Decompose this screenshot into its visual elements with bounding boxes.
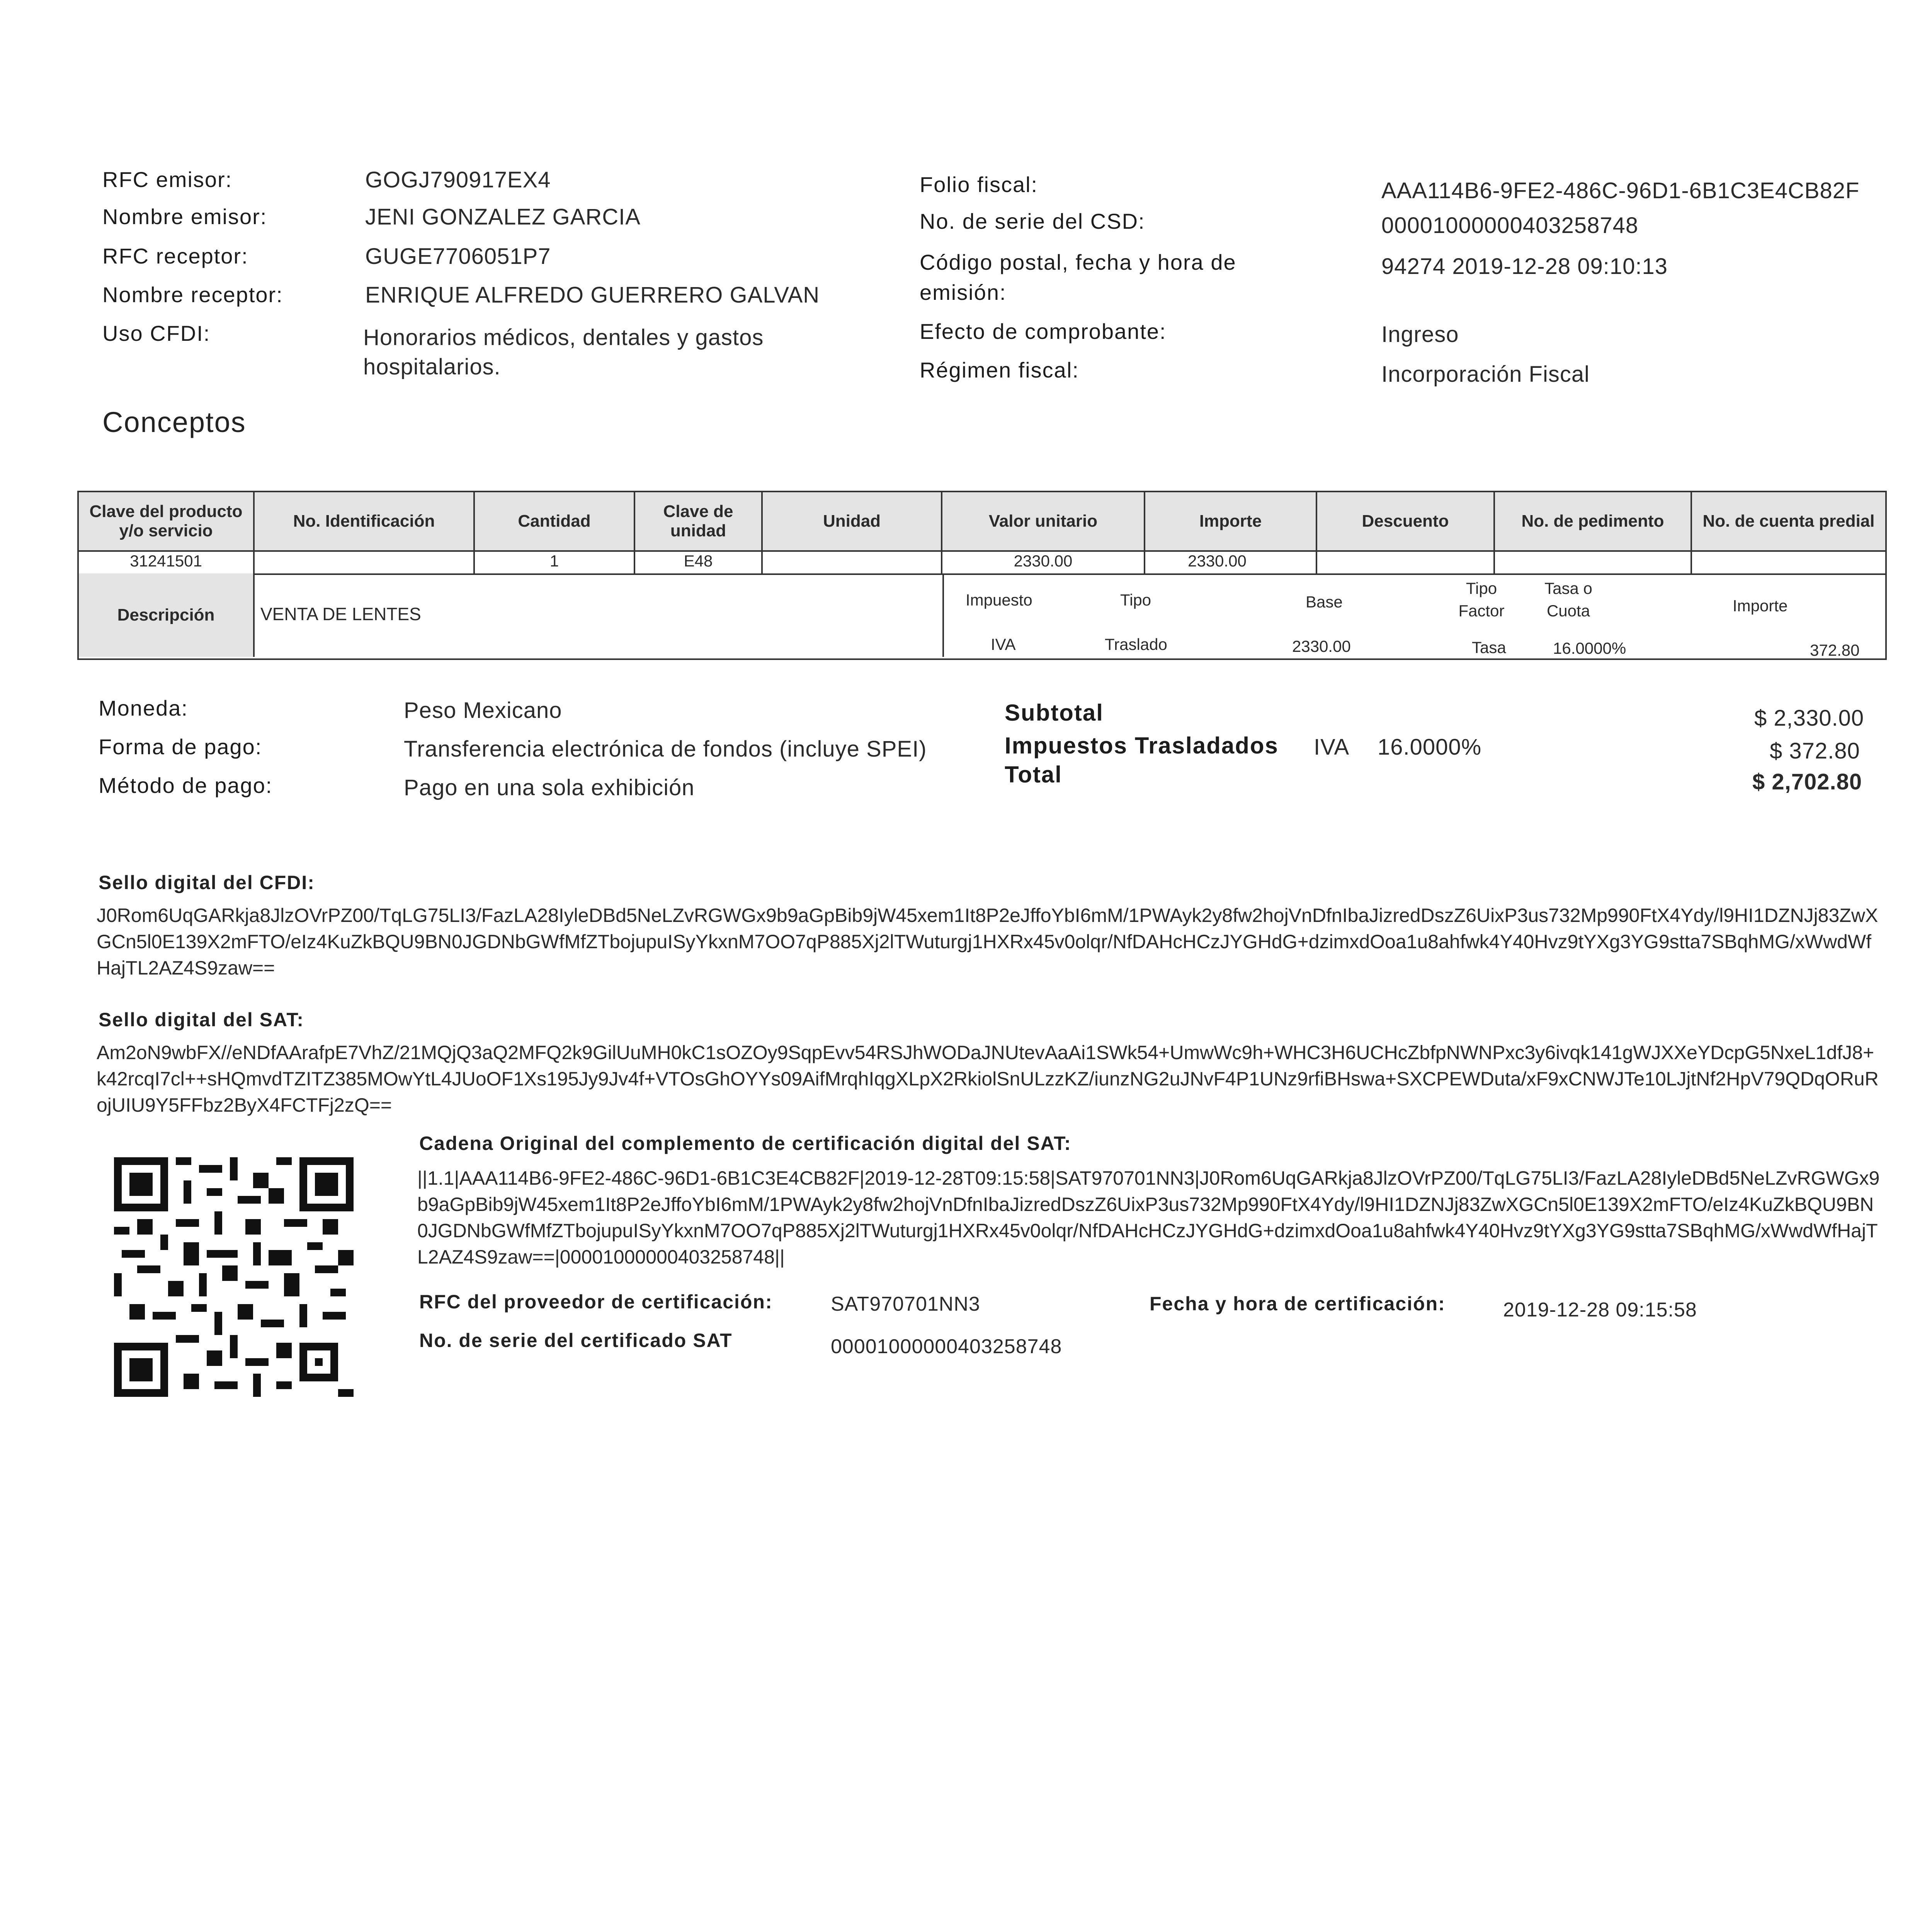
tax-td-base: 2330.00	[1292, 637, 1351, 655]
tax-td-tipo: Traslado	[1105, 635, 1167, 653]
serie-certificado-value: 00001000000403258748	[831, 1335, 1062, 1358]
serie-csd-value: 00001000000403258748	[1381, 213, 1639, 238]
forma-pago-value: Transferencia electrónica de fondos (incluye SPEI)	[404, 736, 927, 762]
nombre-receptor-label: Nombre receptor:	[102, 282, 283, 307]
th-importe: Importe	[1145, 492, 1317, 550]
sello-cfdi-text: J0Rom6UqGARkja8JlzOVrPZ00/TqLG75LI3/FazLA28IyleDBd5NeLZvRGWGx9b9aGpBib9jW45xem1It8P2eJffoYbI6mM/1PWAyk2y8fw2hojVnDfnIbaJizredDszZ6UixP3us732Mp990FtX4Ydy/l9HI1DZNJj83ZwXGCn5l0E139X2mFTO/eIz4KuZkBQU9BN0JGDNbGWfMfZTbojupuISyYkxnM7OO7qP885Xj2lTWuturgj1HXRx45v0olqr/NfDAHcHCzJYGHdG+dzimxdOoa1u8ahfwk4Y40Hvz9tYXg3YG9stta7SBqhMG/xWwdWfHajTL2AZ4S9zaw==	[97, 905, 1878, 979]
tax-td-tasa-cuota: 16.0000%	[1553, 639, 1626, 657]
subtotal-label: Subtotal	[1005, 700, 1104, 726]
rfc-receptor-label: RFC receptor:	[102, 244, 248, 268]
td-descuento	[1317, 550, 1495, 573]
descripcion-value: VENTA DE LENTES	[260, 604, 421, 624]
regimen-label: Régimen fiscal:	[920, 358, 1079, 382]
td-no-identificacion	[255, 550, 475, 573]
td-importe: 2330.00	[1145, 550, 1317, 573]
descripcion-row	[79, 573, 1885, 657]
tax-th-importe: Importe	[1733, 597, 1788, 615]
total-value: $ 2,702.80	[1752, 769, 1862, 794]
th-cantidad: Cantidad	[475, 492, 635, 550]
rfc-emisor-label: RFC emisor:	[102, 167, 233, 192]
metodo-pago-label: Método de pago:	[99, 773, 273, 798]
impuestos-tipo: IVA	[1314, 735, 1350, 760]
th-no-cuenta-predial: No. de cuenta predial	[1692, 492, 1885, 550]
uso-cfdi-value: Honorarios médicos, dentales y gastos hospitalarios.	[363, 325, 764, 379]
th-clave-producto: Clave del producto y/o servicio	[79, 492, 255, 550]
th-valor-unitario: Valor unitario	[942, 492, 1145, 550]
fecha-certificacion-value: 2019-12-28 09:15:58	[1503, 1299, 1697, 1321]
td-clave-producto: 31241501	[79, 550, 255, 573]
conceptos-title: Conceptos	[102, 406, 246, 438]
rfc-proveedor-value: SAT970701NN3	[831, 1293, 980, 1315]
sello-sat-text: Am2oN9wbFX//eNDfAArafpE7VhZ/21MQjQ3aQ2MFQ2k9GilUuMH0kC1sOZOy9SqpEvv54RSJhWODaJNUtevAaAi1SWk54+UmwWc9h+WHC3H6UCHcZbfpNWNPxc3y6ivqk141gWJXXeYDcpG5NxeL1dfJ8+k42rcqI7cl++sHQmvdTZITZ385MOwYtL4JUoOF1Xs195Jy9Jv4f+VTOsGhOYYs09AifMrqhIqgXLpX2RkiolSnULzzKZ/iunzNG2uJNvF4P1UNz9rfiBHswa+SXCPEWDuta/xF9xCNWJTe10LJjtNf2HpV79QDqORuRojUIU9Y5FFbz2ByX4FCTFj2zQ==	[97, 1042, 1879, 1116]
nombre-receptor-value: ENRIQUE ALFREDO GUERRERO GALVAN	[365, 282, 820, 308]
td-unidad	[763, 550, 942, 573]
subtotal-value: $ 2,330.00	[1754, 706, 1864, 731]
impuestos-label: Impuestos Trasladados	[1005, 733, 1279, 759]
folio-fiscal-label: Folio fiscal:	[920, 172, 1038, 197]
serie-csd-label: No. de serie del CSD:	[920, 209, 1145, 233]
conceptos-header-row	[79, 492, 1885, 552]
metodo-pago-value: Pago en una sola exhibición	[404, 775, 695, 800]
moneda-value: Peso Mexicano	[404, 698, 562, 723]
descripcion-label: Descripción	[79, 573, 255, 657]
th-unidad: Unidad	[763, 492, 942, 550]
forma-pago-label: Forma de pago:	[99, 735, 262, 759]
tax-td-tipo-factor: Tasa	[1472, 638, 1506, 656]
efecto-label: Efecto de comprobante:	[920, 319, 1167, 344]
tax-th-tipo: Tipo	[1120, 591, 1151, 609]
qr-code	[114, 1157, 354, 1397]
tax-th-impuesto: Impuesto	[966, 591, 1032, 609]
th-no-identificacion: No. Identificación	[255, 492, 475, 550]
regimen-value: Incorporación Fiscal	[1381, 362, 1590, 387]
total-label: Total	[1005, 762, 1062, 787]
td-no-cuenta-predial	[1692, 550, 1885, 573]
rfc-emisor-value: GOGJ790917EX4	[365, 167, 551, 192]
td-valor-unitario: 2330.00	[942, 550, 1145, 573]
qr-code-graphic	[114, 1157, 354, 1397]
conceptos-data-row	[79, 550, 1885, 575]
conceptos-table	[77, 491, 1887, 660]
th-descuento: Descuento	[1317, 492, 1495, 550]
cadena-text: ||1.1|AAA114B6-9FE2-486C-96D1-6B1C3E4CB82F|2019-12-28T09:15:58|SAT970701NN3|J0Rom6UqGARkja8JlzOVrPZ00/TqLG75LI3/FazLA28IyleDBd5NeLZvRGWGx9b9aGpBib9jW45xem1It8P2eJffoYbI6mM/1PWAyk2y8fw2hojVnDfnIbaJizredDszZ6UixP3us732Mp990FtX4Ydy/l9HI1DZNJj83ZwXGCn5l0E139X2mFTO/eIz4KuZkBQU9BN0JGDNbGWfMfZTbojupuISyYkxnM7OO7qP885Xj2lTWuturgj1HXRx45v0olqr/NfDAHcHCzJYGHdG+dzimxdOoa1u8ahfwk4Y40Hvz9tYXg3YG9stta7SBqhMG/xWwdWfHajTL2AZ4S9zaw==|00001000000403258748||	[417, 1167, 1880, 1268]
fecha-certificacion-label: Fecha y hora de certificación:	[1150, 1293, 1446, 1315]
cp-fecha-label: Código postal, fecha y hora de emisión:	[920, 250, 1236, 304]
th-clave-unidad: Clave de unidad	[635, 492, 763, 550]
cp-fecha-value: 94274 2019-12-28 09:10:13	[1381, 254, 1668, 279]
efecto-value: Ingreso	[1381, 322, 1459, 347]
serie-certificado-label: No. de serie del certificado SAT	[419, 1330, 733, 1351]
tax-th-tasa-cuota: Tasa o Cuota	[1544, 579, 1592, 620]
moneda-label: Moneda:	[99, 696, 188, 720]
rfc-proveedor-label: RFC del proveedor de certificación:	[419, 1291, 773, 1313]
td-cantidad: 1	[475, 550, 635, 573]
td-clave-unidad: E48	[635, 550, 763, 573]
uso-cfdi-label: Uso CFDI:	[102, 321, 211, 345]
sello-sat-title: Sello digital del SAT:	[99, 1009, 304, 1031]
tax-th-base: Base	[1306, 593, 1343, 611]
tax-td-impuesto: IVA	[991, 635, 1016, 653]
td-no-pedimento	[1495, 550, 1692, 573]
th-no-pedimento: No. de pedimento	[1495, 492, 1692, 550]
folio-fiscal-value: AAA114B6-9FE2-486C-96D1-6B1C3E4CB82F	[1381, 178, 1860, 203]
impuestos-tasa: 16.0000%	[1378, 735, 1482, 760]
nombre-emisor-label: Nombre emisor:	[102, 204, 267, 229]
impuestos-value: $ 372.80	[1770, 738, 1860, 764]
sello-cfdi-title: Sello digital del CFDI:	[99, 872, 315, 893]
tax-th-tipo-factor: Tipo Factor	[1458, 579, 1505, 620]
rfc-receptor-value: GUGE7706051P7	[365, 244, 551, 269]
tax-td-importe: 372.80	[1810, 641, 1860, 659]
cadena-title: Cadena Original del complemento de certificación digital del SAT:	[419, 1133, 1071, 1154]
nombre-emisor-value: JENI GONZALEZ GARCIA	[365, 204, 641, 230]
